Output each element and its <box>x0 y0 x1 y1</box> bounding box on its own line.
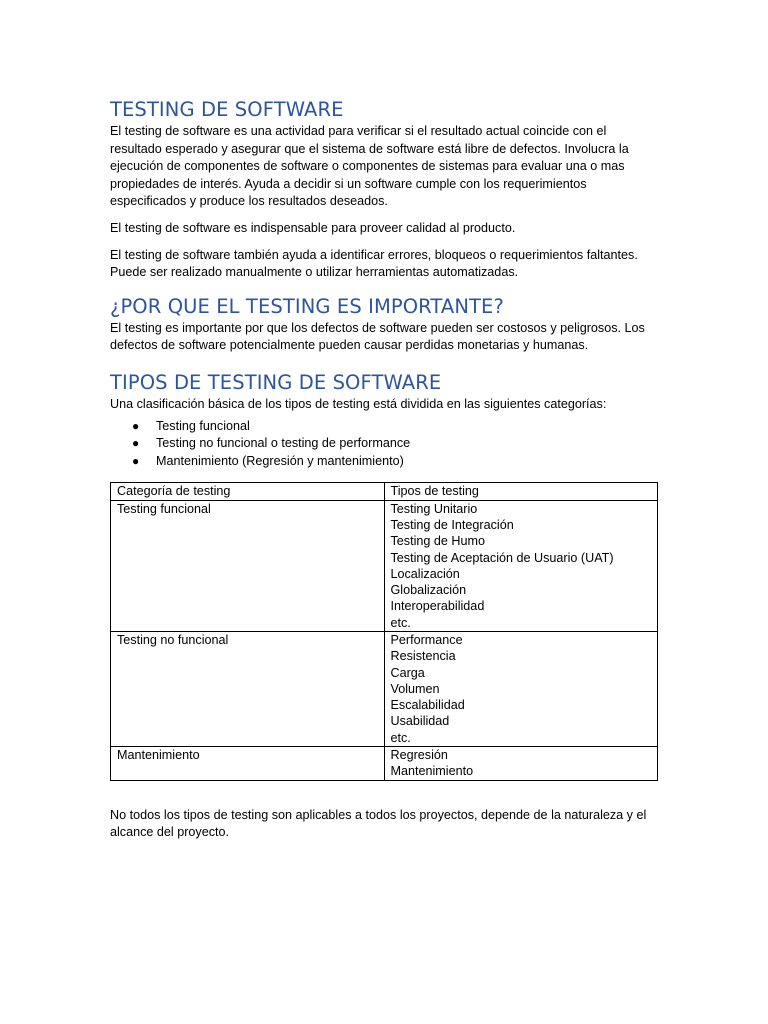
type-item: Testing de Integración <box>390 517 514 532</box>
type-item: Testing de Humo <box>390 534 486 549</box>
type-item: Usabilidad <box>390 714 450 729</box>
table-cell-types <box>384 631 658 746</box>
bullet-icon: ● <box>132 418 140 433</box>
heading-testing-de-software: TESTING DE SOFTWARE <box>110 98 344 121</box>
table-cell-category: Testing no funcional <box>111 631 385 746</box>
type-item: Resistencia <box>390 649 456 664</box>
type-item: Interoperabilidad <box>390 599 485 614</box>
table-cell-types <box>384 747 658 781</box>
type-item: Mantenimiento <box>390 764 474 779</box>
type-item: Regresión <box>390 748 448 763</box>
heading-por-que-importante: ¿POR QUE EL TESTING ES IMPORTANTE? <box>110 294 504 318</box>
heading-tipos-de-testing: TIPOS DE TESTING DE SOFTWARE <box>110 370 442 394</box>
type-item: Testing de Aceptación de Usuario (UAT) <box>390 550 614 565</box>
table-row <box>111 631 658 746</box>
bullet-list-categories <box>110 418 658 471</box>
paragraph-definition: El testing de software es una actividad para verificar si el resultado actual coincide con el resultado esperado y asegurar que el sistema de software está libre de defectos. Involucra la ejecución de componentes de software o componentes de sistemas para evaluar una o mas propiedades de interés. Ayuda a decidir si un software cumple con los requerimientos especificados y produce los resultados deseados. <box>110 124 629 209</box>
bullet-icon: ● <box>132 436 140 451</box>
paragraph-classification-intro: Una clasificación básica de los tipos de testing está dividida en las siguientes categorías: <box>110 396 607 411</box>
list-item: ● Testing funcional <box>110 418 658 436</box>
document-page <box>110 97 658 851</box>
type-item: Testing Unitario <box>390 501 478 516</box>
table-header-row <box>111 483 658 500</box>
testing-types-table <box>110 482 658 780</box>
table-row <box>111 747 658 781</box>
table-cell-types <box>384 500 658 631</box>
type-item: Volumen <box>390 681 440 696</box>
type-item: Performance <box>390 632 463 647</box>
table-row <box>111 500 658 631</box>
paragraph-quality: El testing de software es indispensable para proveer calidad al producto. <box>110 220 516 235</box>
table-cell-category: Testing funcional <box>111 500 385 631</box>
type-item: Escalabilidad <box>390 698 465 713</box>
type-item: Globalización <box>390 583 467 598</box>
type-item: etc. <box>390 615 411 630</box>
table-cell-category: Mantenimiento <box>111 747 385 781</box>
paragraph-importance: El testing es importante por que los defectos de software pueden ser costosos y peligrosos. Los defectos de software potencialmente pueden causar perdidas monetarias y humanas. <box>110 320 645 353</box>
table-header-cell: Categoría de testing <box>111 483 385 500</box>
type-item: Carga <box>390 665 425 680</box>
bullet-icon: ● <box>132 453 140 468</box>
paragraph-closing: No todos los tipos de testing son aplicables a todos los proyectos, depende de la naturaleza y el alcance del proyecto. <box>110 807 647 840</box>
list-item: ● Testing no funcional o testing de performance <box>110 435 658 453</box>
list-item: ● Mantenimiento (Regresión y mantenimiento) <box>110 453 658 471</box>
type-item: etc. <box>390 730 411 745</box>
table-header-cell: Tipos de testing <box>384 483 658 500</box>
paragraph-errors: El testing de software también ayuda a identificar errores, bloqueos o requerimientos faltantes. Puede ser realizado manualmente o utilizar herramientas automatizadas. <box>110 247 638 280</box>
type-item: Localización <box>390 566 460 581</box>
